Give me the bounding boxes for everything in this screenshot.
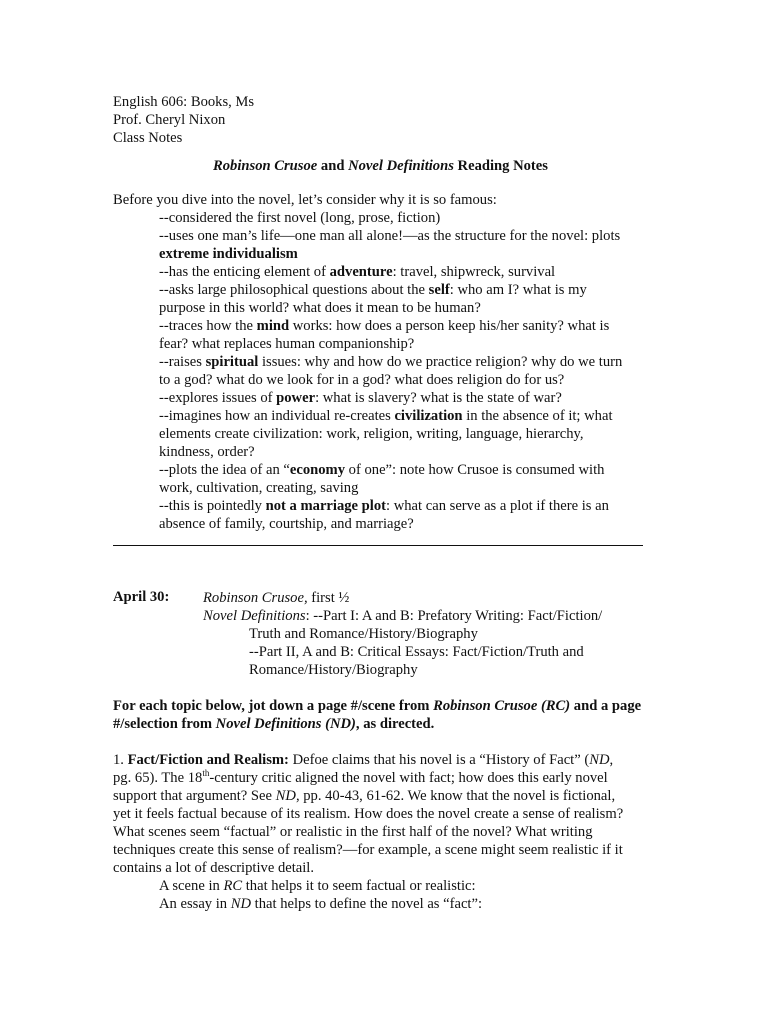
reason-item: --asks large philosophical questions about the self: who am I? what is my xyxy=(159,282,587,298)
intro-text: Before you dive into the novel, let’s consider why it is so famous: xyxy=(113,192,497,208)
reason-item: --imagines how an individual re-creates civilization in the absence of it; what xyxy=(159,408,613,424)
reason-item-cont: fear? what replaces human companionship? xyxy=(159,336,415,352)
document-title xyxy=(113,157,648,175)
reason-item: --traces how the mind works: how does a person keep his/her sanity? what is xyxy=(159,318,610,334)
reasons-list xyxy=(113,209,648,533)
reason-item-cont: to a god? what do we look for in a god? what does religion do for us? xyxy=(159,372,565,388)
document-page xyxy=(113,93,648,913)
title-book-1: Robinson Crusoe xyxy=(213,158,318,174)
reason-item: --explores issues of power: what is slavery? what is the state of war? xyxy=(159,390,562,406)
topic-1-prompt-rc: A scene in RC that helps it to seem factual or realistic: xyxy=(159,878,476,894)
reason-item-cont: purpose in this world? what does it mean to be human? xyxy=(159,300,481,316)
reason-item-cont: extreme individualism xyxy=(159,246,298,262)
assignment-rc: Robinson Crusoe, first ½ xyxy=(203,590,350,606)
topic-1-line: pg. 65). The 18th-century critic aligned the novel with fact; how does this early novel xyxy=(113,768,608,786)
reason-item-cont: elements create civilization: work, religion, writing, language, hierarchy, xyxy=(159,426,584,442)
assignment-nd: Novel Definitions: --Part I: A and B: Prefatory Writing: Fact/Fiction/ xyxy=(203,608,603,624)
reason-item: --considered the first novel (long, prose, fiction) xyxy=(159,210,441,226)
topic-1-line: What scenes seem “factual” or realistic in the first half of the novel? What writing xyxy=(113,824,593,840)
title-and: and xyxy=(317,158,349,174)
topic-1-line: techniques create this sense of realism?—for example, a scene might seem realistic if it xyxy=(113,842,623,858)
reason-item: --raises spiritual issues: why and how do we practice religion? why do we turn xyxy=(159,354,623,370)
professor-name: Prof. Cheryl Nixon xyxy=(113,112,226,128)
reason-item-cont: work, cultivation, creating, saving xyxy=(159,480,359,496)
course-header xyxy=(113,93,648,147)
assignment-nd-cont: Romance/History/Biography xyxy=(249,662,418,678)
topic-1-line: contains a lot of descriptive detail. xyxy=(113,860,315,876)
topic-1-line: yet it feels factual because of its realism. How does the novel create a sense of realism? xyxy=(113,806,624,822)
reason-item-cont: absence of family, courtship, and marriage? xyxy=(159,516,414,532)
title-book-2: Novel Definitions xyxy=(348,158,454,174)
assignment-date: April 30: xyxy=(113,589,170,605)
instructions: For each topic below, jot down a page #/scene from Robinson Crusoe (RC) and a page #/selection from Novel Definitions (ND), as directed. xyxy=(113,698,642,732)
reason-item: --has the enticing element of adventure: travel, shipwreck, survival xyxy=(159,264,556,280)
topic-1-prompt-nd: An essay in ND that helps to define the novel as “fact”: xyxy=(159,896,483,912)
reason-item: --this is pointedly not a marriage plot: what can serve as a plot if there is an xyxy=(159,498,609,514)
course-name: English 606: Books, Ms xyxy=(113,94,255,110)
title-rest: Reading Notes xyxy=(453,158,548,174)
topic-1-line: support that argument? See ND, pp. 40-43, 61-62. We know that the novel is fictional, xyxy=(113,788,616,804)
horizontal-divider xyxy=(113,545,643,546)
reason-item: --plots the idea of an “economy of one”: note how Crusoe is consumed with xyxy=(159,462,605,478)
reading-assignment xyxy=(113,589,648,679)
topic-1-line: 1. Fact/Fiction and Realism: Defoe claims that his novel is a “History of Fact” (ND, xyxy=(113,752,614,768)
assignment-nd-cont: Truth and Romance/History/Biography xyxy=(249,626,478,642)
topic-1 xyxy=(113,751,648,913)
reason-item: --uses one man’s life—one man all alone!—as the structure for the novel: plots xyxy=(159,228,621,244)
assignment-nd-part2: --Part II, A and B: Critical Essays: Fact/Fiction/Truth and xyxy=(249,644,584,660)
notes-label: Class Notes xyxy=(113,130,183,146)
assignment-details xyxy=(203,589,648,679)
reason-item-cont: kindness, order? xyxy=(159,444,255,460)
